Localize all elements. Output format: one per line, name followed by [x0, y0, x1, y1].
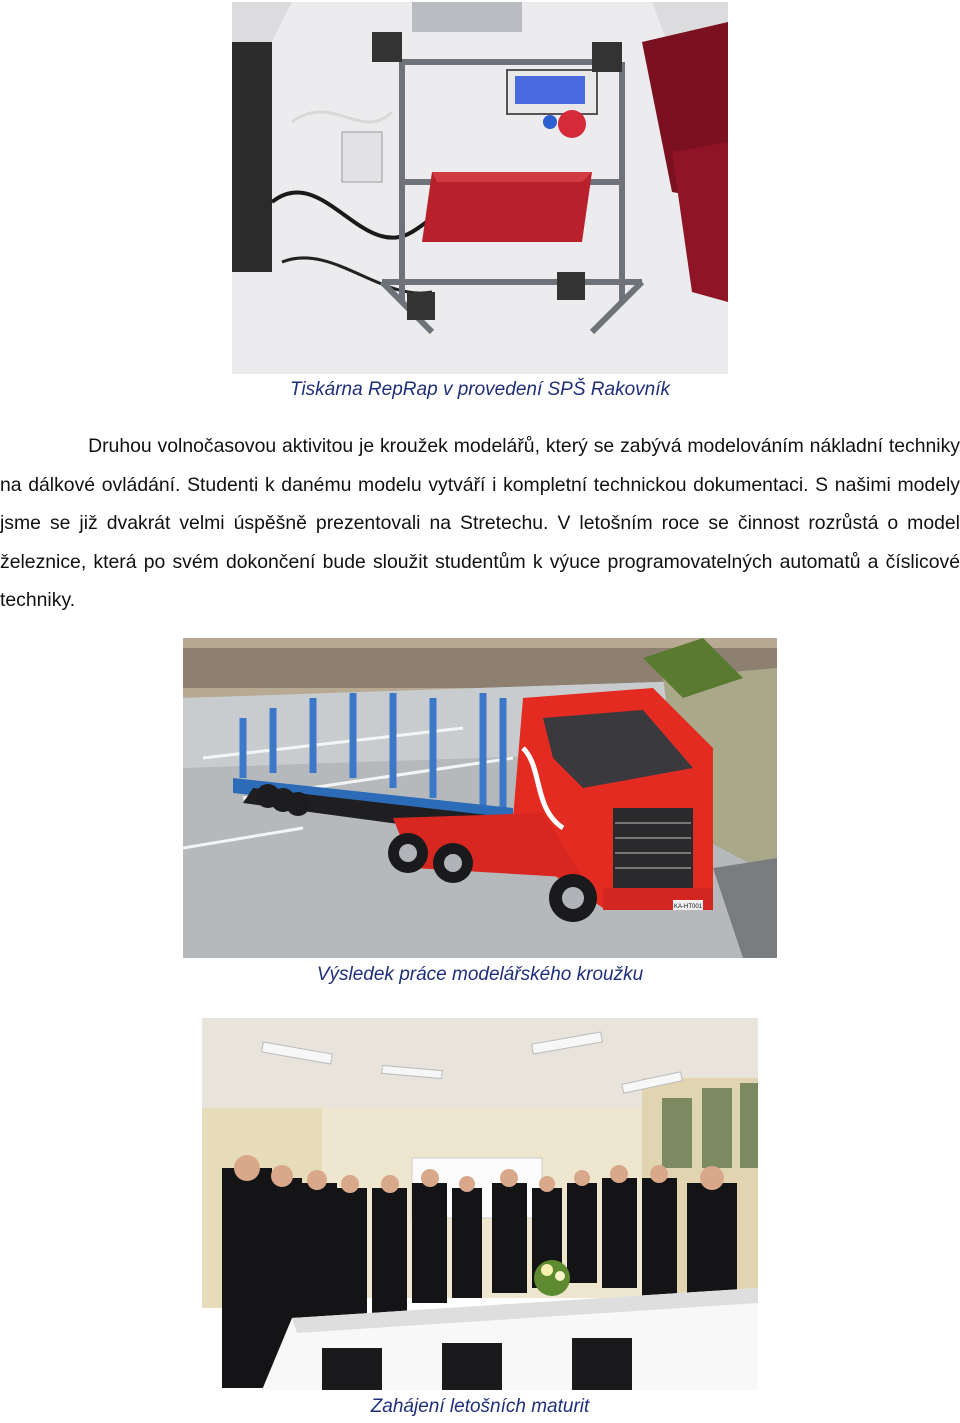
graduation-photo	[202, 1018, 758, 1390]
truck-caption: Výsledek práce modelářského kroužku	[316, 964, 644, 985]
truck-photo	[183, 638, 777, 958]
paragraph-text: Druhou volnočasovou aktivitou je kroužek modelářů, který se zabývá modelováním nákladní techniky na dálkové ovládání. Studenti k danému modelu vytváří i kompletní technickou dokumentaci. S našimi modely jsme se již dvakrát velmi úspěšně prezentovali na Stretechu. V letošním roce se činnost rozrůstá o model železnice, která po svém dokončení bude sloužit studentům k výuce programovatelných automatů a číslicové techniky.	[0, 435, 960, 611]
license-plate: KA-HT001	[673, 904, 703, 910]
printer-photo	[232, 2, 728, 374]
graduation-caption: Zahájení letošních maturit	[370, 1396, 590, 1417]
body-paragraph	[0, 427, 960, 620]
printer-caption: Tiskárna RepRap v provedení SPŠ Rakovník	[289, 379, 671, 400]
